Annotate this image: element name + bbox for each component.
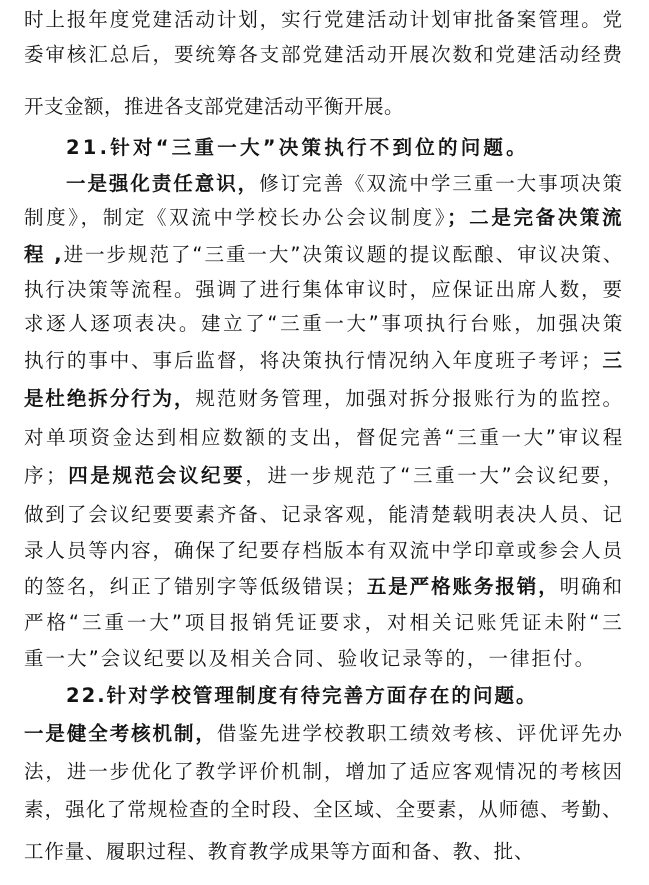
text-line	[66, 167, 624, 201]
text-line	[24, 835, 534, 869]
text-line	[24, 273, 624, 307]
text-segment: 明确和	[559, 575, 624, 598]
text-segment: 执行决策等流程。强调了进行集体审议时，应保证出席人数，要	[24, 278, 624, 301]
text-line	[24, 642, 596, 676]
bold-text-segment: 一是强化责任意识，	[66, 172, 260, 195]
text-line	[24, 90, 404, 124]
bold-text-segment: 是杜绝拆分行为，	[24, 387, 196, 410]
text-line	[24, 38, 624, 72]
text-segment: 重一大”会议纪要以及相关合同、验收记录等的，一律拒付。	[24, 647, 597, 670]
bold-text-segment: 21.针对“三重一大”决策执行不到位的问题。	[66, 136, 529, 159]
text-line	[24, 755, 624, 789]
text-line	[66, 679, 538, 713]
text-line	[24, 498, 624, 532]
bold-text-segment: 22.针对学校管理制度有待完善方面存在的问题。	[66, 684, 538, 707]
text-segment: 执行的事中、事后监督，将决策执行情况纳入年度班子考评；	[24, 349, 603, 372]
bold-text-segment: 程 ,	[24, 243, 64, 266]
text-segment: 借鉴先进学校教职工绩效考核、评优评先办	[216, 722, 624, 745]
bold-text-segment: 四是规范会议纪要	[68, 464, 246, 487]
text-segment: ，进一步规范了“三重一大”会议纪要，	[245, 464, 625, 487]
text-segment: 进一步规范了“三重一大”决策议题的提议酝酿、审议决策、	[63, 243, 625, 266]
text-segment: 时上报年度党建活动计划，实行党建活动计划审批备案管理。党	[24, 8, 624, 31]
text-line	[24, 3, 624, 37]
bold-text-segment: 五是严格账务报销，	[366, 575, 560, 598]
text-segment: 的签名，纠正了错别字等低级错误；	[24, 575, 367, 598]
text-line	[24, 201, 624, 235]
text-segment: 录人员等内容，确保了纪要存档版本有双流中学印章或参会人员	[24, 539, 624, 562]
text-line	[24, 238, 624, 272]
text-line	[24, 717, 624, 751]
text-segment: 严格“三重一大”项目报销凭证要求，对相关记账凭证未附“三	[24, 611, 625, 634]
bold-text-segment: 三	[602, 349, 624, 372]
text-line	[24, 570, 624, 604]
text-line	[24, 534, 624, 568]
bold-text-segment: 一是健全考核机制，	[24, 722, 217, 745]
text-segment: 做到了会议纪要要素齐备、记录客观，能清楚载明表决人员、记	[24, 503, 624, 526]
text-segment: 修订完善《双流中学三重一大事项决策	[259, 172, 624, 195]
text-segment: 委审核汇总后，要统筹各支部党建活动开展次数和党建活动经费	[24, 43, 624, 66]
text-segment: 开支金额，推进各支部党建活动平衡开展。	[24, 95, 405, 118]
text-line	[66, 131, 529, 165]
text-line	[24, 793, 623, 827]
text-line	[24, 382, 624, 416]
text-segment: 制度》，制定《双流中学校长办公会议制度》	[24, 206, 448, 229]
text-line	[24, 606, 625, 640]
text-segment: 素，强化了常规检查的全时段、全区域、全要素，从师德、考勤、	[24, 798, 623, 821]
text-segment: 法，进一步优化了教学评价机制，增加了适应客观情况的考核因	[24, 760, 624, 783]
text-line	[24, 307, 625, 341]
text-segment: 序；	[24, 464, 69, 487]
bold-text-segment: ；二是完备决策流	[447, 206, 625, 229]
text-segment: 工作量、履职过程、教育教学成果等方面和备、教、批、	[24, 840, 535, 863]
text-segment: 对单项资金达到相应数额的支出，督促完善“三重一大”审议程	[24, 426, 625, 449]
text-segment: 求逐人逐项表决。建立了“三重一大”事项执行台账，加强决策	[24, 312, 625, 335]
text-line	[24, 421, 625, 455]
text-line	[24, 344, 624, 378]
text-segment: 规范财务管理，加强对拆分报账行为的监控。	[195, 387, 624, 410]
text-line	[24, 459, 625, 493]
